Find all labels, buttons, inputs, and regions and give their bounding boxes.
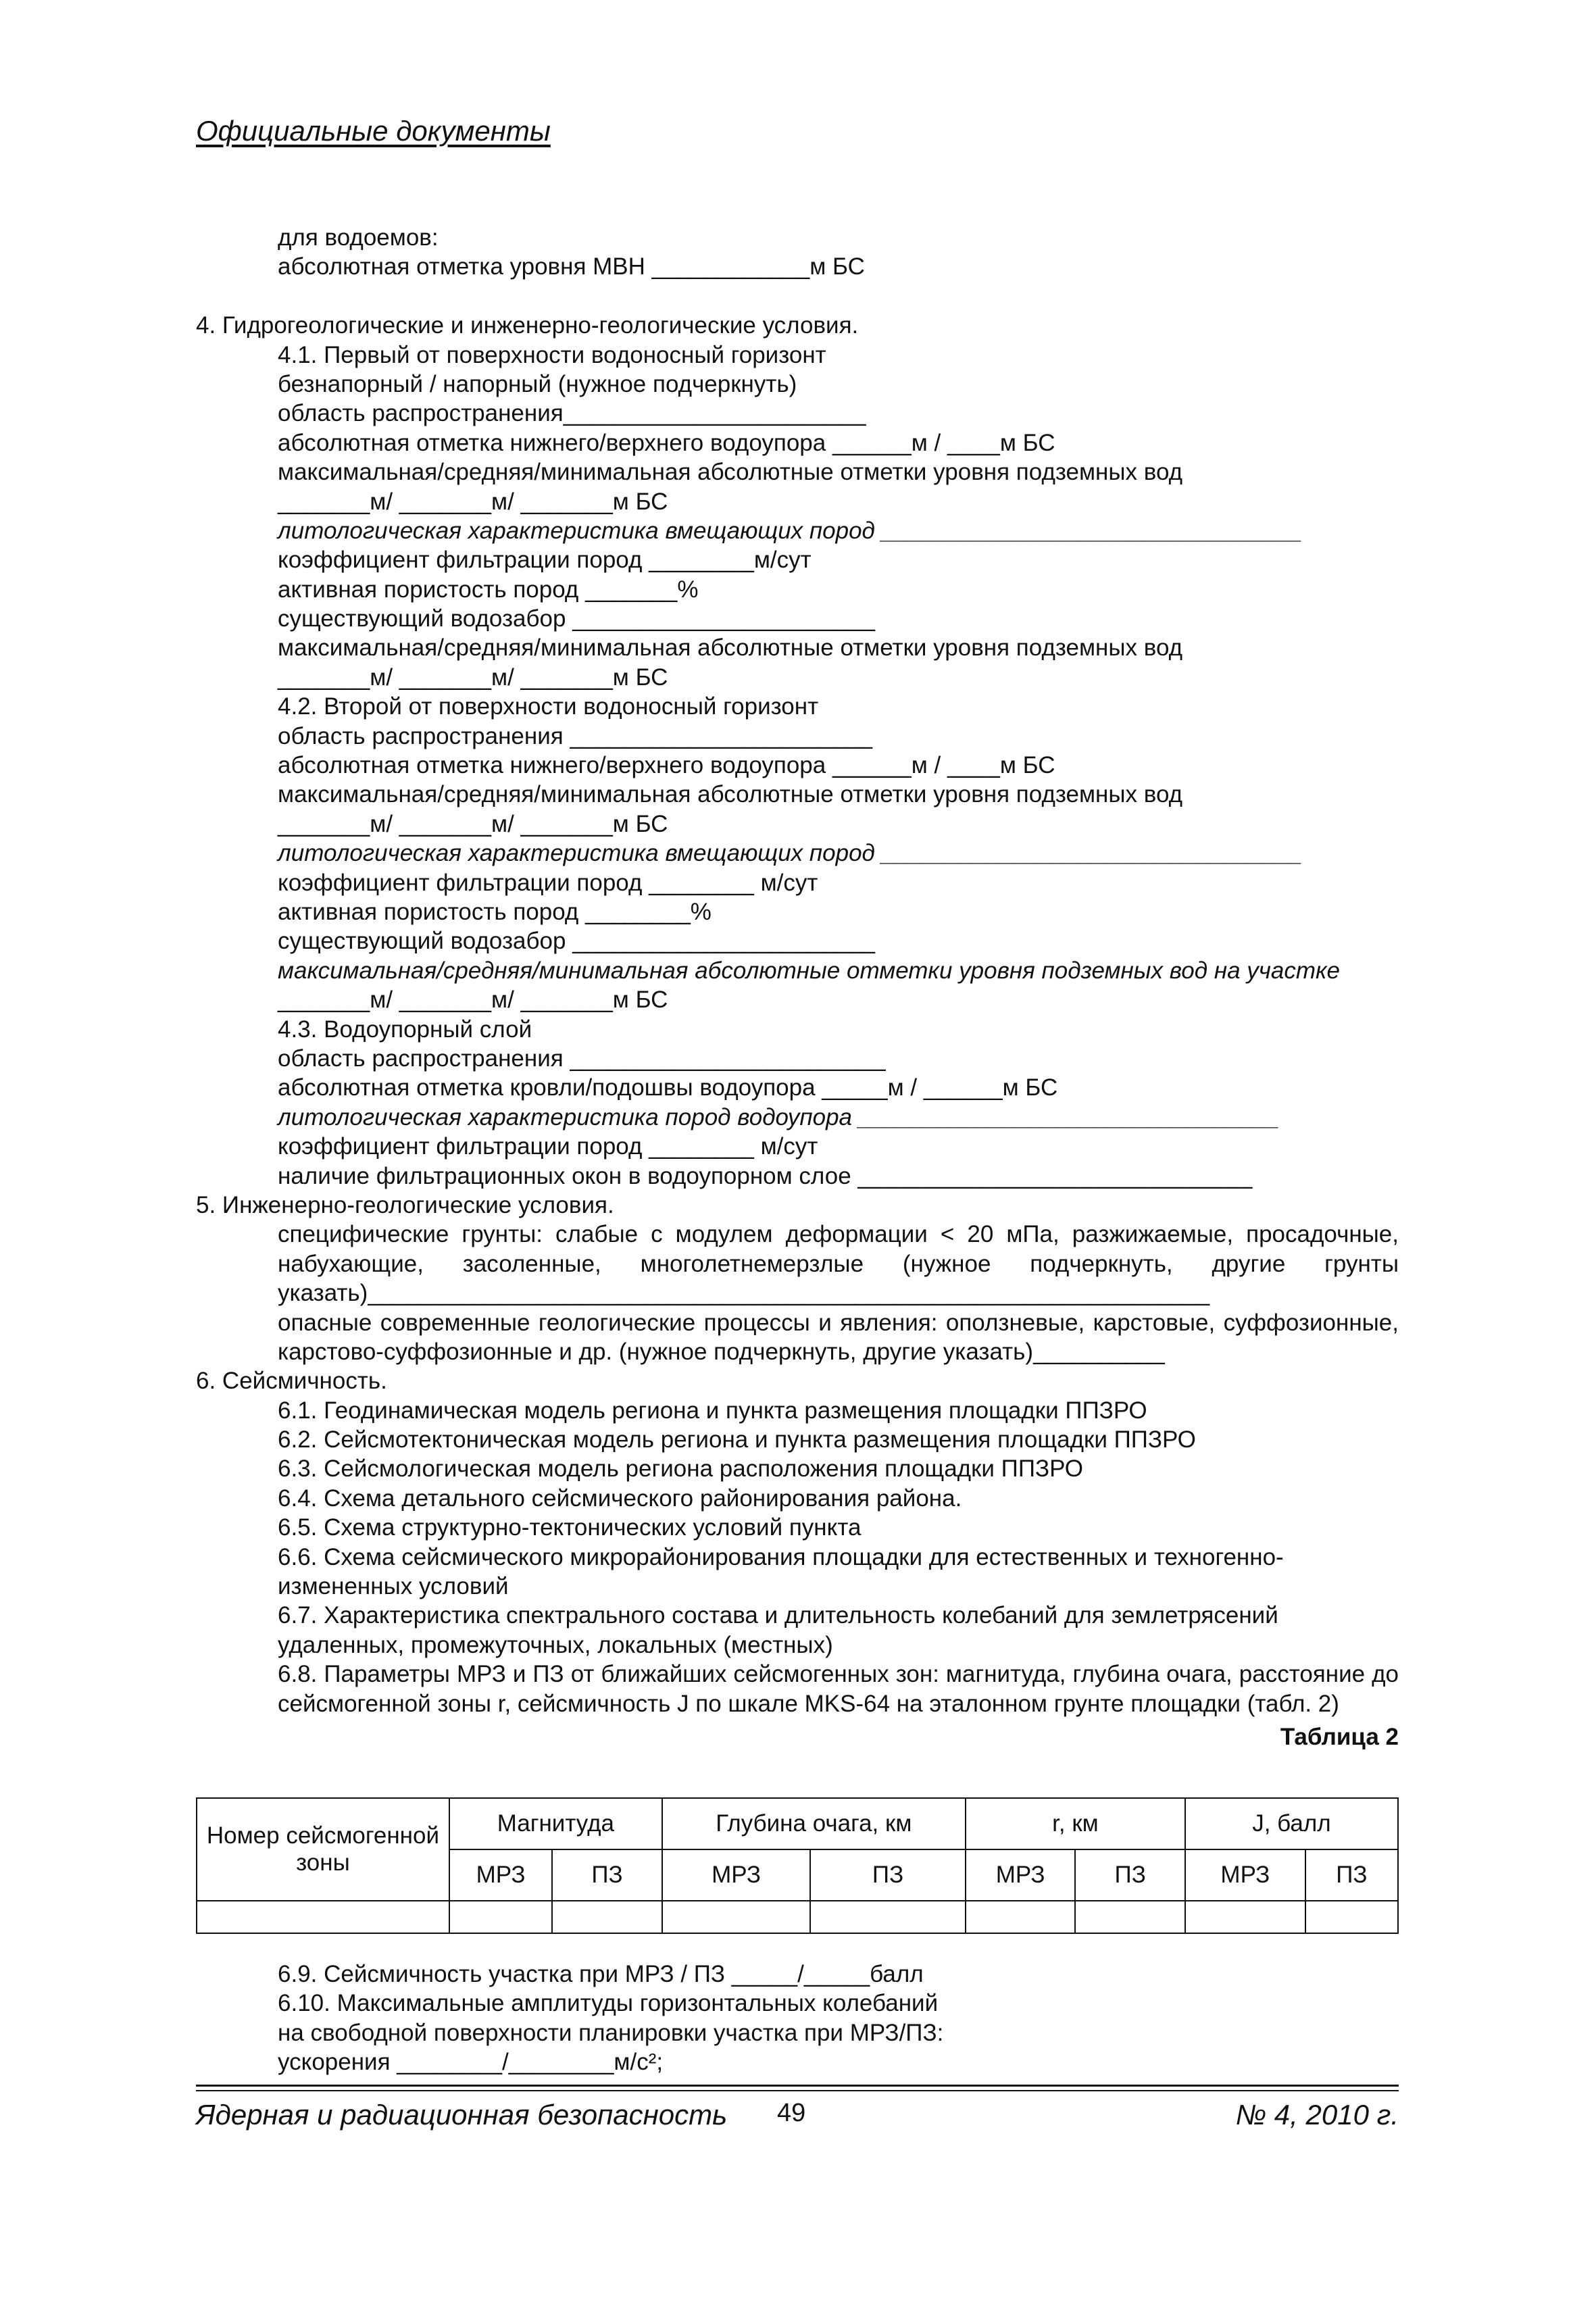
- paragraph-soils: специфические грунты: слабые с модулем деформации < 20 мПа, разжижаемые, просадочные, набухающие, засоленные, многолетнемерзлые (нужное подчеркнуть, другие грунты указать)________________________________________________________________: [278, 1221, 1399, 1307]
- text-line: безнапорный / напорный (нужное подчеркнуть): [278, 370, 797, 397]
- text-line: область распространения_______________________: [278, 400, 866, 427]
- item-6-5: 6.5. Схема структурно-тектонических условий пункта: [278, 1514, 862, 1541]
- text-line: _______м/ _______м/ _______м БС: [278, 987, 668, 1014]
- text-line: литологическая характеристика вмещающих пород ________________________________: [278, 840, 1303, 867]
- text-line: активная пористость пород _______%: [278, 576, 699, 603]
- section-heading-4: 4. Гидрогеологические и инженерно-геологические условия.: [196, 312, 859, 339]
- footer-divider: [196, 2085, 1399, 2087]
- after-table-block: [278, 1960, 1399, 2077]
- text-line: наличие фильтрационных окон в водоупорном слое ______________________________: [278, 1162, 1253, 1189]
- text-line: _______м/ _______м/ _______м БС: [278, 664, 668, 691]
- item-6-9: 6.9. Сейсмичность участка при МРЗ / ПЗ _____/_____балл: [278, 1961, 924, 1987]
- text-line: для водоемов:: [278, 224, 439, 251]
- text-line: область распространения ________________________: [278, 1045, 886, 1072]
- th-sub: МРЗ: [662, 1849, 810, 1901]
- th-sub: МРЗ: [449, 1849, 552, 1901]
- section-heading-6: 6. Сейсмичность.: [196, 1368, 387, 1395]
- item-6-7: 6.7. Характеристика спектрального состава и длительность колебаний для землетрясений удаленных, промежуточных, локальных (местных): [278, 1602, 1278, 1658]
- item-6-8: 6.8. Параметры МРЗ и ПЗ от ближайших сейсмогенных зон: магнитуда, глубина очага, расстояние до сейсмогенной зоны r, сейсмичность J по шкале MKS-64 на эталонном грунте площадки (табл. 2): [278, 1661, 1399, 1717]
- th-sub: МРЗ: [1185, 1849, 1305, 1901]
- th-sub: МРЗ: [966, 1849, 1076, 1901]
- th-magnitude: Магнитуда: [449, 1798, 662, 1849]
- item-6-4: 6.4. Схема детального сейсмического районирования района.: [278, 1485, 962, 1512]
- th-zone-number: Номер сейсмогенной зоны: [197, 1798, 449, 1901]
- text-line: максимальная/средняя/минимальная абсолютные отметки уровня подземных вод: [278, 781, 1183, 808]
- th-distance: r, км: [966, 1798, 1185, 1849]
- item-6-2: 6.2. Сейсмотектоническая модель региона и пункта размещения площадки ППЗРО: [278, 1426, 1196, 1453]
- th-sub: ПЗ: [552, 1849, 662, 1901]
- text-line: абсолютная отметка нижнего/верхнего водоупора ______м / ____м БС: [278, 429, 1055, 456]
- text-line: абсолютная отметка кровли/подошвы водоупора _____м / ______м БС: [278, 1074, 1058, 1101]
- th-sub: ПЗ: [1305, 1849, 1398, 1901]
- document-body: [196, 223, 1399, 1752]
- section-heading-5: 5. Инженерно-геологические условия.: [196, 1191, 614, 1218]
- text-line: активная пористость пород ________%: [278, 898, 712, 925]
- page-header-title: Официальные документы: [196, 115, 551, 147]
- text-line: абсолютная отметка уровня МВН ____________м БС: [278, 253, 865, 280]
- paragraph-hazards: опасные современные геологические процессы и явления: оползневые, карстовые, суффозионные, карстово-суффозионные и др. (нужное подчеркнуть, другие указать)__________: [278, 1309, 1399, 1365]
- footer-issue: № 4, 2010 г.: [1235, 2099, 1399, 2131]
- text-line: область распространения _______________________: [278, 722, 873, 749]
- footer-divider: [196, 2090, 1399, 2091]
- text-line: существующий водозабор _______________________: [278, 928, 875, 955]
- text-line: литологическая характеристика вмещающих пород ________________________________: [278, 517, 1303, 544]
- th-depth: Глубина очага, км: [662, 1798, 966, 1849]
- text-line: _______м/ _______м/ _______м БС: [278, 488, 668, 515]
- text-line: коэффициент фильтрации пород ________м/сут: [278, 547, 812, 574]
- text-line: максимальная/средняя/минимальная абсолютные отметки уровня подземных вод на участке: [278, 957, 1340, 984]
- text-line: максимальная/средняя/минимальная абсолютные отметки уровня подземных вод: [278, 634, 1183, 662]
- footer-page-number: 49: [777, 2099, 806, 2127]
- text-line: абсолютная отметка нижнего/верхнего водоупора ______м / ____м БС: [278, 752, 1055, 779]
- item-6-3: 6.3. Сейсмологическая модель региона расположения площадки ППЗРО: [278, 1455, 1083, 1483]
- subsection-4-1: 4.1. Первый от поверхности водоносный горизонт: [278, 341, 826, 368]
- th-sub: ПЗ: [810, 1849, 966, 1901]
- table-caption: Таблица 2: [1280, 1724, 1399, 1751]
- item-6-1: 6.1. Геодинамическая модель региона и пункта размещения площадки ППЗРО: [278, 1397, 1147, 1424]
- seismic-table: [196, 1797, 1399, 1934]
- footer-journal: Ядерная и радиационная безопасность: [196, 2099, 728, 2131]
- subsection-4-3: 4.3. Водоупорный слой: [278, 1016, 532, 1043]
- text-line: литологическая характеристика пород водоупора ________________________________: [278, 1103, 1280, 1130]
- item-6-6: 6.6. Схема сейсмического микрорайонирования площадки для естественных и техногенно-измененных условий: [278, 1543, 1284, 1600]
- th-seismicity: J, балл: [1185, 1798, 1398, 1849]
- text-line: коэффициент фильтрации пород ________ м/сут: [278, 869, 818, 896]
- page-footer: [196, 2099, 1399, 2139]
- th-sub: ПЗ: [1075, 1849, 1185, 1901]
- text-line: _______м/ _______м/ _______м БС: [278, 810, 668, 837]
- text-line: на свободной поверхности планировки участка при МРЗ/ПЗ:: [278, 2019, 944, 2046]
- item-6-10: 6.10. Максимальные амплитуды горизонтальных колебаний: [278, 1990, 939, 2017]
- table-row: [197, 1901, 1398, 1933]
- text-line: ускорения ________/________м/с²;: [278, 2049, 664, 2076]
- subsection-4-2: 4.2. Второй от поверхности водоносный горизонт: [278, 693, 819, 720]
- text-line: максимальная/средняя/минимальная абсолютные отметки уровня подземных вод: [278, 459, 1183, 486]
- spacer: [196, 282, 1399, 311]
- text-line: существующий водозабор _______________________: [278, 605, 875, 632]
- text-line: коэффициент фильтрации пород ________ м/сут: [278, 1133, 818, 1160]
